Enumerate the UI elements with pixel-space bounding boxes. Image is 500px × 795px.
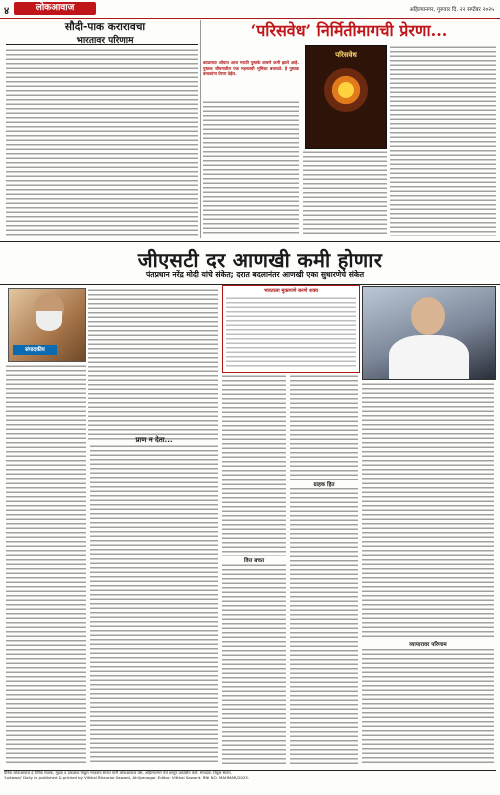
feature-headline: ‘परिसवेध’ निर्मितीमागची प्रेरणा... [250, 21, 448, 40]
section-heading: वित्त बचत [222, 556, 286, 564]
feature-banner [203, 20, 495, 42]
imprint-marathi: दैनिक लोकआवाज हे दैनिक मालक, मुद्रक व प्रकाशक विठ्ठल भाऊराव सावंत यांनी लोकआवाज प्रेस, अहिल्यानगर येथे छापून प्रकाशित केले. संपादक: विठ्ठल सावंत. [4, 770, 232, 775]
pull-quote: काळाच्या ओघात आज मराठी पुस्तके वाचणे कमी झाले आहे. पुस्तक जीवनातील एक महत्त्वाची भूमिका बजावते. हे पुस्तक वाचकांना प्रेरणा देईल. [203, 60, 299, 77]
main-headline: जीएसटी दर आणखी कमी होणार [137, 248, 383, 272]
masthead [0, 0, 500, 19]
section-heading: व्यापारावर परिणाम [362, 640, 494, 648]
face-shape [411, 297, 445, 335]
editorial-badge: संपादकीय [13, 345, 57, 355]
main-body-text [222, 374, 286, 764]
sun-emblem-icon [324, 68, 368, 112]
main-body-text [362, 382, 494, 764]
main-body-text [290, 374, 358, 764]
highlight-box-text [226, 296, 356, 368]
divider [6, 44, 198, 45]
page-number: ४ [4, 6, 10, 17]
dateline: अहिल्यानगर, गुरुवार दि. २२ सप्टेंबर २०२५ [409, 7, 494, 13]
body-shape [389, 335, 469, 380]
highlight-box [222, 285, 360, 373]
book-cover-image [305, 45, 387, 149]
feature-body-text [390, 45, 496, 236]
story-subtitle: भारतावर परिणाम [76, 36, 134, 46]
portrait-photo [8, 288, 86, 362]
continued-heading: प्राण न देता... [135, 436, 173, 444]
main-subheadline: पंतप्रधान नरेंद्र मोदी यांचे संकेत; दरात बदलानंतर आणखी एका सुधारणेचे संकेत [145, 270, 365, 279]
feature-body-text [203, 100, 299, 236]
story-body-text [6, 48, 198, 236]
imprint-english: 'Lokawaj' Daily is published & printed by Vitthal Bhaurao Sawant, Ahilyanagar. Editor: Vitthal Sawant. RNI NO. MAHMAR/2025. [4, 774, 250, 780]
feature-body-text [303, 150, 387, 236]
section-heading: ग्राहक हित [290, 480, 358, 488]
book-title: परिसवेध [335, 51, 357, 59]
main-body-text [88, 288, 218, 440]
main-body-text [6, 364, 86, 764]
divider [200, 20, 201, 238]
beard-shape [36, 311, 62, 331]
imprint-footer [4, 770, 496, 795]
highlight-box-title: भारताला मुक्तपणे बनणे शक्य [263, 288, 319, 294]
main-body-text [90, 444, 218, 764]
newspaper-logo: लोकआवाज [14, 2, 96, 15]
story-title: सौदी-पाक करारावचा [64, 21, 146, 33]
minister-photo [362, 286, 496, 380]
